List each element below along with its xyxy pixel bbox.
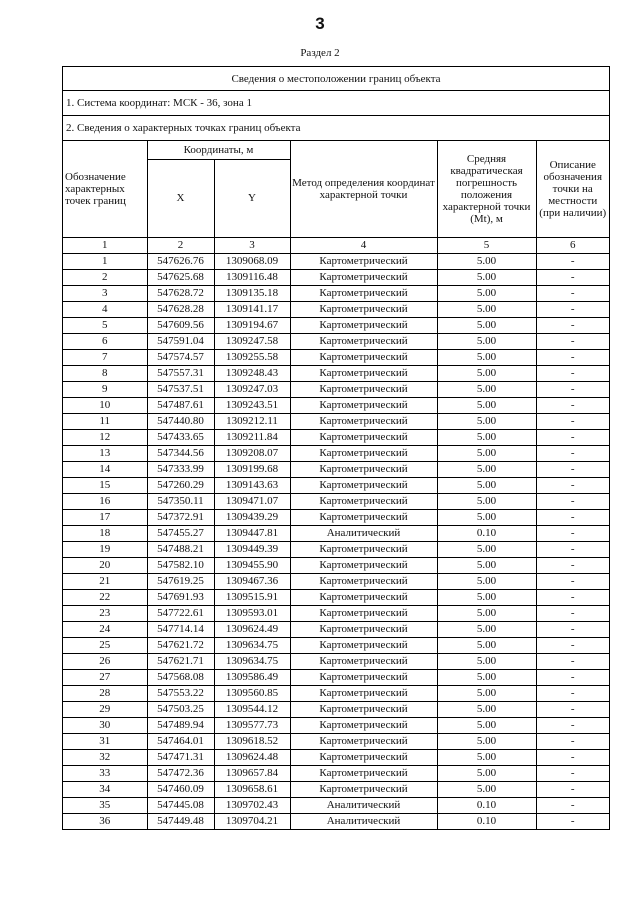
table-row [63,381,609,397]
table-row [63,493,609,509]
point-number: 8 [63,365,147,381]
method: Картометрический [290,717,437,733]
point-number: 6 [63,333,147,349]
coord-y: 1309116.48 [214,269,290,285]
method: Аналитический [290,797,437,813]
error: 5.00 [437,493,536,509]
coord-x: 547628.28 [147,301,214,317]
coord-x: 547464.01 [147,733,214,749]
method: Картометрический [290,269,437,285]
coord-y: 1309255.58 [214,349,290,365]
error: 5.00 [437,381,536,397]
coord-y: 1309586.49 [214,669,290,685]
error: 5.00 [437,269,536,285]
coord-x: 547621.72 [147,637,214,653]
description: - [536,797,609,813]
coord-x: 547628.72 [147,285,214,301]
description: - [536,269,609,285]
point-number: 27 [63,669,147,685]
method: Картометрический [290,557,437,573]
point-number: 2 [63,269,147,285]
error: 5.00 [437,685,536,701]
table-row [63,477,609,493]
description: - [536,349,609,365]
error: 5.00 [437,509,536,525]
table-row [63,605,609,621]
description: - [536,493,609,509]
error: 5.00 [437,253,536,269]
method: Картометрический [290,573,437,589]
section-label: Раздел 2 [300,47,340,59]
coord-x: 547440.80 [147,413,214,429]
coord-y: 1309455.90 [214,557,290,573]
table-row [63,253,609,269]
point-number: 4 [63,301,147,317]
points-table [63,141,609,829]
coord-y: 1309624.48 [214,749,290,765]
error: 5.00 [437,477,536,493]
table-row [63,749,609,765]
description: - [536,573,609,589]
description: - [536,461,609,477]
coord-x: 547372.91 [147,509,214,525]
column-number: 3 [214,237,290,253]
description: - [536,381,609,397]
coord-x: 547714.14 [147,621,214,637]
coord-y: 1309702.43 [214,797,290,813]
point-number: 30 [63,717,147,733]
coordinate-system: 1. Система координат: МСК - 36, зона 1 [63,91,609,116]
method: Картометрический [290,365,437,381]
point-number: 23 [63,605,147,621]
method: Картометрический [290,253,437,269]
table-row [63,653,609,669]
coord-x: 547591.04 [147,333,214,349]
error: 5.00 [437,605,536,621]
description: - [536,621,609,637]
table-row [63,765,609,781]
coord-x: 547260.29 [147,477,214,493]
table-row [63,813,609,829]
error: 0.10 [437,813,536,829]
header-y: Y [214,159,290,237]
table-row [63,349,609,365]
point-number: 28 [63,685,147,701]
description: - [536,525,609,541]
coord-y: 1309248.43 [214,365,290,381]
method: Картометрический [290,397,437,413]
coord-x: 547449.48 [147,813,214,829]
point-number: 32 [63,749,147,765]
coord-y: 1309247.58 [214,333,290,349]
point-number: 5 [63,317,147,333]
table-row [63,669,609,685]
table-row [63,717,609,733]
point-number: 19 [63,541,147,557]
coord-x: 547487.61 [147,397,214,413]
description: - [536,765,609,781]
table-row [63,429,609,445]
point-number: 31 [63,733,147,749]
method: Картометрический [290,461,437,477]
method: Картометрический [290,333,437,349]
coord-y: 1309199.68 [214,461,290,477]
error: 5.00 [437,589,536,605]
table-row [63,781,609,797]
coord-x: 547691.93 [147,589,214,605]
coord-y: 1309618.52 [214,733,290,749]
point-number: 24 [63,621,147,637]
boundary-section [62,66,610,830]
description: - [536,717,609,733]
error: 5.00 [437,765,536,781]
method: Картометрический [290,541,437,557]
coord-y: 1309143.63 [214,477,290,493]
method: Картометрический [290,589,437,605]
method: Картометрический [290,413,437,429]
page-number: 3 [315,14,325,33]
table-row [63,413,609,429]
error: 5.00 [437,653,536,669]
point-number: 12 [63,429,147,445]
table-row [63,365,609,381]
description: - [536,253,609,269]
point-number: 16 [63,493,147,509]
coord-y: 1309577.73 [214,717,290,733]
method: Картометрический [290,781,437,797]
coord-y: 1309467.36 [214,573,290,589]
coord-x: 547488.21 [147,541,214,557]
coord-x: 547344.56 [147,445,214,461]
coord-x: 547503.25 [147,701,214,717]
coord-y: 1309657.84 [214,765,290,781]
coord-x: 547582.10 [147,557,214,573]
description: - [536,749,609,765]
description: - [536,413,609,429]
error: 5.00 [437,621,536,637]
method: Аналитический [290,813,437,829]
coord-y: 1309634.75 [214,653,290,669]
coord-x: 547445.08 [147,797,214,813]
table-row [63,301,609,317]
error: 0.10 [437,525,536,541]
method: Картометрический [290,477,437,493]
point-number: 9 [63,381,147,397]
error: 0.10 [437,797,536,813]
point-number: 7 [63,349,147,365]
error: 5.00 [437,301,536,317]
coord-y: 1309544.12 [214,701,290,717]
error: 5.00 [437,317,536,333]
point-number: 22 [63,589,147,605]
description: - [536,429,609,445]
error: 5.00 [437,733,536,749]
column-number: 2 [147,237,214,253]
method: Картометрический [290,285,437,301]
point-number: 15 [63,477,147,493]
points-subtitle: 2. Сведения о характерных точках границ объекта [63,116,609,141]
table-row [63,317,609,333]
description: - [536,733,609,749]
method: Картометрический [290,381,437,397]
point-number: 33 [63,765,147,781]
method: Аналитический [290,525,437,541]
table-row [63,797,609,813]
coord-y: 1309243.51 [214,397,290,413]
coord-x: 547333.99 [147,461,214,477]
table-row [63,637,609,653]
section-title: Сведения о местоположении границ объекта [63,67,609,91]
method: Картометрический [290,669,437,685]
description: - [536,285,609,301]
error: 5.00 [437,669,536,685]
coord-x: 547568.08 [147,669,214,685]
method: Картометрический [290,749,437,765]
coord-x: 547489.94 [147,717,214,733]
table-row [63,285,609,301]
coord-x: 547722.61 [147,605,214,621]
point-number: 10 [63,397,147,413]
coord-x: 547455.27 [147,525,214,541]
coord-y: 1309704.21 [214,813,290,829]
column-number: 5 [437,237,536,253]
coord-y: 1309634.75 [214,637,290,653]
coord-y: 1309624.49 [214,621,290,637]
error: 5.00 [437,397,536,413]
header-error: Средняя квадратическая погрешность положения характерной точки (Mt), м [437,141,536,237]
error: 5.00 [437,573,536,589]
point-number: 11 [63,413,147,429]
table-row [63,269,609,285]
description: - [536,557,609,573]
table-row [63,685,609,701]
error: 5.00 [437,749,536,765]
coord-y: 1309212.11 [214,413,290,429]
method: Картометрический [290,765,437,781]
description: - [536,685,609,701]
points-table-body [63,253,609,829]
coord-x: 547433.65 [147,429,214,445]
point-number: 14 [63,461,147,477]
method: Картометрический [290,733,437,749]
point-number: 35 [63,797,147,813]
coord-y: 1309658.61 [214,781,290,797]
coord-y: 1309141.17 [214,301,290,317]
header-coords: Координаты, м [147,141,290,159]
description: - [536,637,609,653]
method: Картометрический [290,685,437,701]
point-number: 3 [63,285,147,301]
error: 5.00 [437,349,536,365]
coord-y: 1309449.39 [214,541,290,557]
coord-y: 1309208.07 [214,445,290,461]
method: Картометрический [290,493,437,509]
table-row [63,557,609,573]
error: 5.00 [437,333,536,349]
method: Картометрический [290,445,437,461]
description: - [536,589,609,605]
error: 5.00 [437,365,536,381]
coord-x: 547350.11 [147,493,214,509]
column-number: 6 [536,237,609,253]
point-number: 13 [63,445,147,461]
description: - [536,781,609,797]
method: Картометрический [290,349,437,365]
point-number: 20 [63,557,147,573]
coord-y: 1309560.85 [214,685,290,701]
description: - [536,333,609,349]
table-row [63,445,609,461]
method: Картометрический [290,317,437,333]
point-number: 36 [63,813,147,829]
description: - [536,365,609,381]
table-row [63,525,609,541]
table-row [63,621,609,637]
point-number: 17 [63,509,147,525]
column-number: 4 [290,237,437,253]
table-row [63,573,609,589]
point-number: 1 [63,253,147,269]
header-point: Обозначение характерных точек границ [63,141,147,237]
description: - [536,605,609,621]
error: 5.00 [437,637,536,653]
method: Картометрический [290,605,437,621]
error: 5.00 [437,557,536,573]
coord-y: 1309194.67 [214,317,290,333]
error: 5.00 [437,429,536,445]
coord-y: 1309593.01 [214,605,290,621]
coord-y: 1309211.84 [214,429,290,445]
error: 5.00 [437,285,536,301]
coord-y: 1309135.18 [214,285,290,301]
header-description: Описание обозначения точки на местности (при наличии) [536,141,609,237]
description: - [536,477,609,493]
method: Картометрический [290,701,437,717]
point-number: 21 [63,573,147,589]
coord-y: 1309471.07 [214,493,290,509]
coord-y: 1309447.81 [214,525,290,541]
method: Картометрический [290,509,437,525]
coord-x: 547621.71 [147,653,214,669]
error: 5.00 [437,781,536,797]
method: Картометрический [290,429,437,445]
method: Картометрический [290,653,437,669]
coord-x: 547609.56 [147,317,214,333]
coord-y: 1309515.91 [214,589,290,605]
header-method: Метод определения координат характерной точки [290,141,437,237]
method: Картометрический [290,637,437,653]
table-row [63,333,609,349]
description: - [536,669,609,685]
coord-x: 547625.68 [147,269,214,285]
coord-x: 547619.25 [147,573,214,589]
coord-x: 547574.57 [147,349,214,365]
table-row [63,461,609,477]
coord-x: 547471.31 [147,749,214,765]
table-row [63,509,609,525]
coord-x: 547557.31 [147,365,214,381]
coord-y: 1309439.29 [214,509,290,525]
table-row [63,397,609,413]
description: - [536,509,609,525]
table-row [63,589,609,605]
description: - [536,813,609,829]
coord-y: 1309247.03 [214,381,290,397]
table-row [63,701,609,717]
error: 5.00 [437,717,536,733]
description: - [536,653,609,669]
coord-y: 1309068.09 [214,253,290,269]
description: - [536,301,609,317]
description: - [536,541,609,557]
error: 5.00 [437,541,536,557]
coord-x: 547472.36 [147,765,214,781]
error: 5.00 [437,701,536,717]
point-number: 29 [63,701,147,717]
point-number: 34 [63,781,147,797]
coord-x: 547460.09 [147,781,214,797]
column-number: 1 [63,237,147,253]
point-number: 26 [63,653,147,669]
description: - [536,701,609,717]
error: 5.00 [437,413,536,429]
table-row [63,541,609,557]
method: Картометрический [290,301,437,317]
description: - [536,317,609,333]
header-x: X [147,159,214,237]
table-row [63,733,609,749]
point-number: 25 [63,637,147,653]
method: Картометрический [290,621,437,637]
point-number: 18 [63,525,147,541]
description: - [536,397,609,413]
error: 5.00 [437,445,536,461]
error: 5.00 [437,461,536,477]
description: - [536,445,609,461]
coord-x: 547626.76 [147,253,214,269]
coord-x: 547553.22 [147,685,214,701]
coord-x: 547537.51 [147,381,214,397]
